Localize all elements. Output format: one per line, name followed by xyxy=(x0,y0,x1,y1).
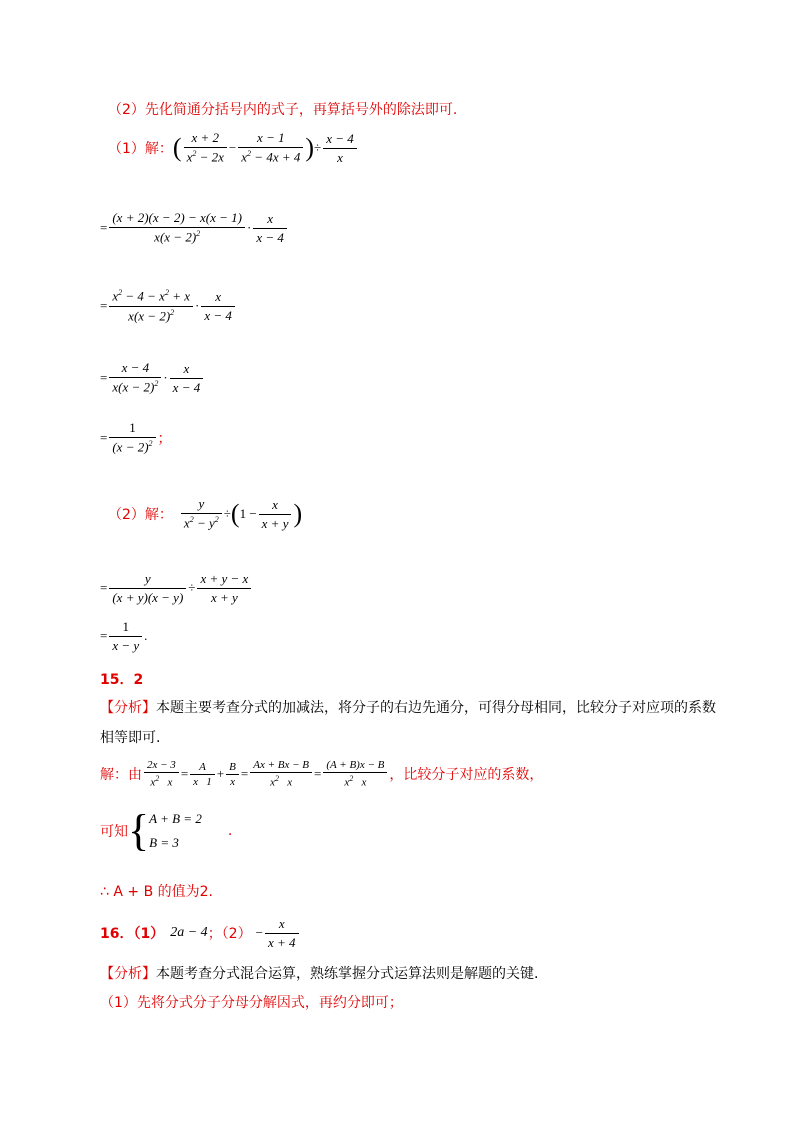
solution-1-label: （1）解： xyxy=(108,141,173,157)
analysis-tag: 【分析】 xyxy=(100,966,156,982)
know-prefix: 可知 xyxy=(100,824,128,840)
q15-analysis xyxy=(100,697,716,717)
solution-1-step-3: = $\frac{x - 4}{x(x - 2)^2}$ · $\frac{x}{x - 4}$ xyxy=(100,356,205,400)
q16-heading: 16．（1） xyxy=(100,926,165,942)
q16-analysis xyxy=(100,963,538,983)
solve-prefix: 解：由 xyxy=(100,767,142,783)
hint-2: （2）先化简通分括号内的式子，再算括号外的除法即可. xyxy=(108,102,458,118)
solution-2-step-1: = $\frac{y}{(x + y)(x - y)}$ ÷ $\frac{x + y - x}{x + y}$ xyxy=(100,566,253,610)
q15-conclusion: ∴ A + B 的值为2. xyxy=(100,884,213,900)
solution-1-step-2: = $\frac{x^2 - 4 - x^2 + x}{x(x - 2)^2}$ · $\frac{x}{x - 4}$ xyxy=(100,284,237,328)
period: . xyxy=(144,628,148,643)
solve-suffix: ，比较分子对应的系数， xyxy=(389,767,544,783)
solution-2-expression: （2）解： $\frac{y}{x^2 - y^2}$ ÷ ( 1 − $\frac{x}{x + y}$ ) xyxy=(108,496,303,531)
solution-2-result: = $\frac{1}{x - y}$ . xyxy=(100,618,148,653)
q15-heading: 15．2 xyxy=(100,672,144,688)
q16-sep: ；（2） xyxy=(207,926,252,942)
solution-1-result: = $\frac{1}{(x - 2)^2}$ ； xyxy=(100,420,172,455)
q16-answers: 16．（1） 2a − 4 ；（2） − $\frac{x}{x + 4}$ xyxy=(100,913,301,953)
analysis-text: 本题主要考查分式的加减法，将分子的右边先通分，可得分母相同，比较分子对应项的系数 xyxy=(156,700,716,716)
analysis-text: 本题考查分式混合运算，熟练掌握分式运算法则是解题的关键. xyxy=(156,966,539,982)
semicolon: ； xyxy=(157,431,172,447)
q15-system: 可知 { A + B = 2 B = 3 . xyxy=(100,806,233,855)
solution-1-step-1: = $\frac{(x + 2)(x - 2) - x(x - 1)}{x(x - 2)^2}$ · $\frac{x}{x - 4}$ xyxy=(100,206,289,250)
analysis-tag: 【分析】 xyxy=(100,700,156,716)
q16-answer-1: 2a − 4 xyxy=(170,925,208,940)
solution-1-expression: （1）解： ( $\frac{x + 2}{x^2 - 2x}$ − $\frac{x - 1}{x^2 - 4x + 4}$ ) ÷ $\frac{x - 4}{x}$ xyxy=(108,128,359,168)
q15-solution: 解：由 $\frac{2x - 3}{x^2 x}$ = $\frac{A}{x 1}$ + $\frac{B}{x}$ = $\frac{Ax + Bx - B}{x^2 x}$ = $\frac{(A + B)x - B}{x^2 x}$ ，比较分子对应的系数， xyxy=(100,759,544,789)
q15-analysis-cont: 相等即可. xyxy=(100,730,161,746)
q16-hint-1: （1）先将分式分子分母分解因式，再约分即可； xyxy=(100,995,403,1011)
know-period: . xyxy=(227,823,233,839)
solution-2-label: （2）解： xyxy=(108,507,173,523)
